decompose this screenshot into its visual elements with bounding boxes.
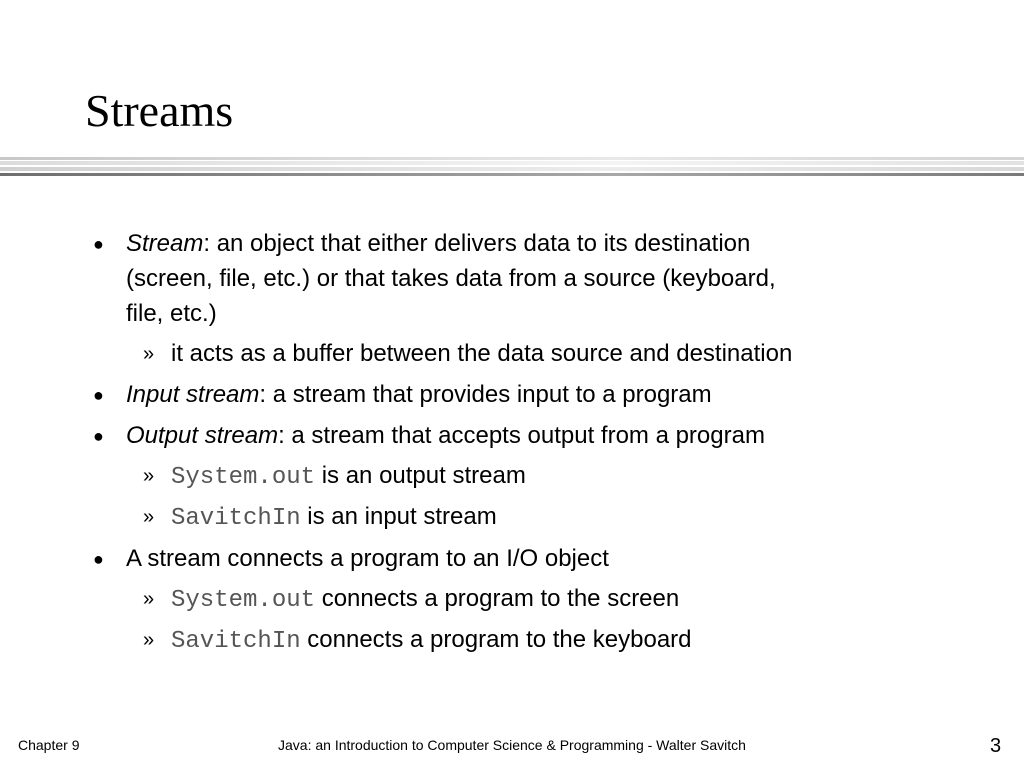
bullet-text: : a stream that accepts output from a program	[278, 422, 765, 449]
code-text: System.out	[171, 587, 316, 614]
sub-bullet	[143, 337, 951, 371]
bullet-stream-line3	[126, 297, 926, 331]
sub-bullet-text: connects a program to the screen	[315, 585, 680, 612]
sub-bullet-marker: »	[143, 588, 155, 610]
bullet-stream-line2	[126, 262, 926, 296]
sub-bullet	[143, 623, 951, 659]
title-underline	[0, 157, 1024, 181]
page-number: 3	[990, 735, 1002, 757]
bullet-dot-icon: ●	[93, 385, 104, 405]
sub-bullet	[143, 459, 951, 495]
bullet-dot-icon: ●	[93, 234, 104, 254]
sub-bullet-marker: »	[143, 629, 155, 651]
bullet-stream-connects	[93, 542, 926, 576]
bullet-output-stream	[93, 419, 926, 453]
bullet-term: Input stream	[126, 381, 260, 408]
sub-bullet-text: connects a program to the keyboard	[300, 626, 692, 653]
sub-bullet-text: is an output stream	[315, 462, 526, 489]
bullet-input-stream	[93, 378, 926, 412]
bullet-term: Output stream	[126, 422, 279, 449]
sub-bullet-marker: »	[143, 506, 155, 528]
code-text: SavitchIn	[171, 628, 301, 655]
sub-bullet-marker: »	[143, 465, 155, 487]
bullet-text: file, etc.)	[126, 300, 217, 327]
sub-bullet-text: is an input stream	[300, 503, 497, 530]
footer-chapter: Chapter 9	[18, 737, 80, 753]
sub-bullet-text: it acts as a buffer between the data source and destination	[171, 340, 793, 367]
code-text: System.out	[171, 464, 316, 491]
bullet-dot-icon: ●	[93, 426, 104, 446]
footer-book-title: Java: an Introduction to Computer Science & Programming - Walter Savitch	[278, 737, 746, 753]
bullet-dot-icon: ●	[93, 549, 104, 569]
sub-bullet-marker: »	[143, 343, 155, 365]
bullet-term: Stream	[126, 230, 204, 257]
bullet-text: : an object that either delivers data to its destination	[203, 230, 751, 257]
bullet-stream	[93, 227, 926, 261]
code-text: SavitchIn	[171, 505, 301, 532]
sub-bullet	[143, 582, 951, 618]
sub-bullet	[143, 500, 951, 536]
bullet-text: : a stream that provides input to a program	[259, 381, 712, 408]
slide-title: Streams	[85, 85, 234, 136]
bullet-text: A stream connects a program to an I/O object	[126, 545, 609, 572]
bullet-text: (screen, file, etc.) or that takes data from a source (keyboard,	[126, 265, 776, 292]
